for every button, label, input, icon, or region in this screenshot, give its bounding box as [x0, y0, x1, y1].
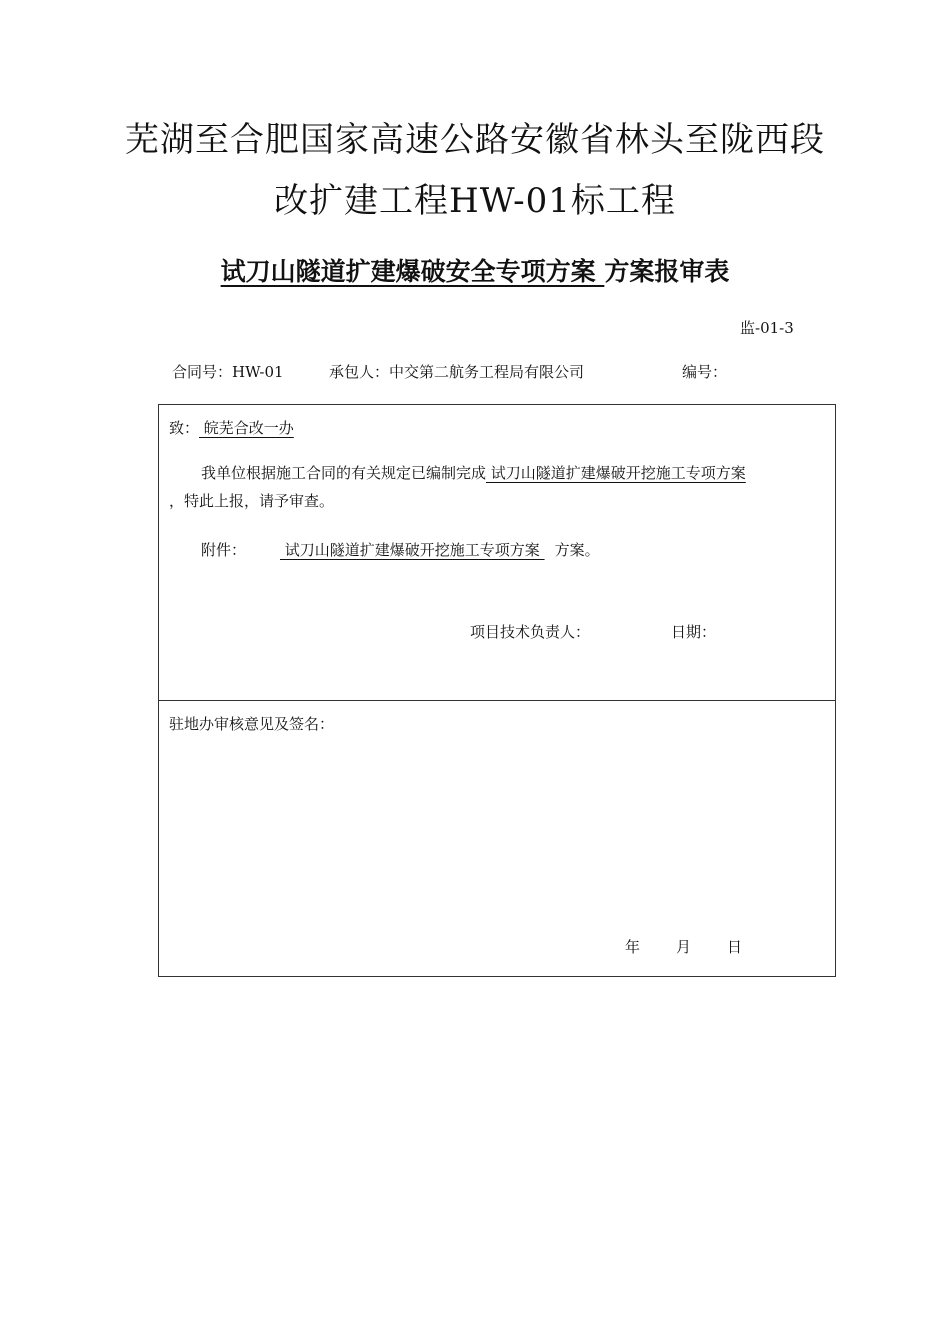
attachment-label: 附件： — [201, 541, 247, 559]
recipient-value: 皖芜合改一办 — [199, 419, 294, 437]
date-label: 日期： — [671, 623, 717, 641]
form-subtitle — [0, 252, 950, 288]
contractor-label: 承包人： — [329, 363, 390, 381]
review-day: 日 — [727, 938, 743, 956]
title-line-1: 芜湖至合肥国家高速公路安徽省林头至陇西段 — [125, 120, 825, 160]
review-label: 驻地办审核意见及签名： — [169, 715, 335, 733]
recipient-label: 致： — [169, 419, 200, 437]
subtitle-form-name: 方案报审表 — [604, 257, 730, 286]
review-month: 月 — [676, 938, 692, 956]
contract-number — [172, 361, 284, 382]
submission-body-suffix: ，特此上报，请予审查。 — [169, 492, 335, 510]
section-divider — [159, 700, 835, 701]
recipient — [169, 417, 294, 438]
attachment-value: 试刀山隧道扩建爆破开挖施工专项方案 — [280, 541, 545, 559]
contract-label: 合同号： — [172, 363, 233, 381]
form-code: 监-01-3 — [740, 319, 794, 337]
attachment-suffix: 方案。 — [554, 541, 600, 559]
approval-form-table — [158, 404, 836, 977]
submission-body-prefix: 我单位根据施工合同的有关规定已编制完成 — [201, 464, 487, 482]
attachment — [201, 539, 600, 560]
title-line-2: 改扩建工程HW-01标工程 — [274, 181, 676, 221]
subtitle-plan-name: 试刀山隧道扩建爆破安全专项方案 — [220, 257, 605, 286]
submission-body — [201, 462, 746, 483]
contractor-value: 中交第二航务工程局有限公司 — [389, 363, 585, 381]
review-year: 年 — [625, 938, 641, 956]
submission-plan-name: 试刀山隧道扩建爆破开挖施工专项方案 — [486, 464, 746, 482]
contract-value: HW-01 — [232, 363, 284, 381]
number-label: 编号： — [682, 363, 728, 381]
tech-lead-label: 项目技术负责人： — [470, 623, 591, 641]
contractor — [329, 361, 584, 382]
